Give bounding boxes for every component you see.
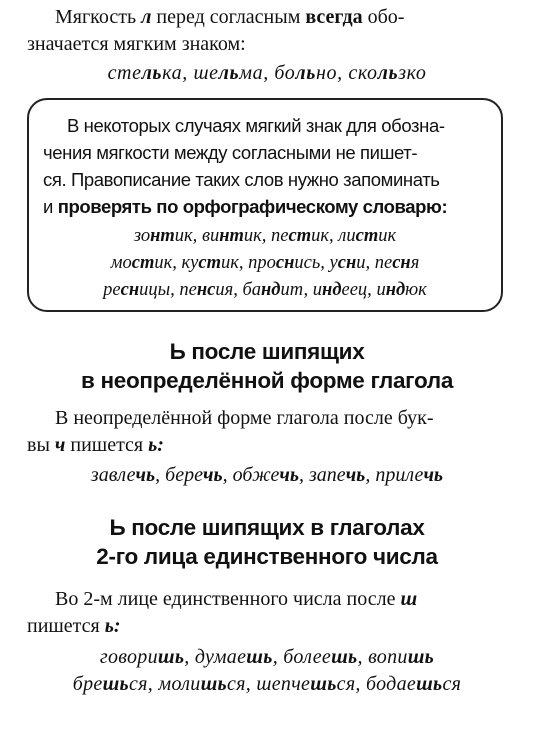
word-part: пе [374,253,393,273]
rule-text: пишется [65,434,149,456]
example-word [256,673,366,695]
word-part: ли [338,226,356,246]
word-part: шепче [256,673,311,695]
example-word [73,673,159,695]
highlight-sign: ь: [148,434,164,456]
word-highlight: сн [337,253,357,273]
word-part: ся, [226,673,257,695]
word-highlight: нт [150,226,175,246]
word-highlight: чь [279,464,299,486]
rule-line-2: значается мягким знаком: [27,33,246,55]
note-examples-1 [29,224,501,249]
example-word [376,280,426,300]
word-part: ре [103,280,121,300]
example-word [248,253,329,273]
examples-line [0,462,534,488]
word-part: вопи [368,646,408,668]
example-word [100,646,195,668]
word-highlight: шь [157,646,185,668]
example-word [165,464,232,486]
word-part: говори [99,646,158,668]
note-line-4 [43,194,447,219]
word-part: но, [316,62,349,84]
word-part: ик, [221,253,249,273]
word-highlight: ст [198,253,221,273]
note-line-2: чения мягкости между согласными не пишет- [43,142,418,163]
word-highlight: нд [385,280,406,300]
word-highlight: сн [392,253,411,273]
word-part: и, [356,253,375,273]
word-part: ик [378,226,397,246]
word-highlight: ль [295,62,317,84]
example-word [179,280,242,300]
example-word [368,646,434,668]
examples-line [0,60,534,86]
note-box [27,98,503,312]
highlight-letter: ч [54,434,66,456]
word-part: ик, [174,226,202,246]
example-word [313,280,377,300]
word-part: ик, [243,226,272,246]
word-part: сте [107,62,142,84]
example-word [338,226,396,246]
example-word [91,464,165,486]
rule-text: Мягкость [55,6,142,28]
word-part: ия, [215,280,243,300]
word-highlight: ль [377,62,399,84]
word-part: , [184,646,195,668]
word-highlight: шь [102,673,129,695]
highlight-sign: ь: [104,615,121,637]
word-part: бере [165,464,203,486]
rule-line-3: В неопределённой форме глагола после бук- [55,407,434,429]
word-highlight: шь [310,673,337,695]
word-part: ку [181,253,199,273]
highlight-letter: ш [400,588,418,610]
word-part: ви [201,226,220,246]
rule-text: перед согласным [151,6,306,28]
word-part: ше [193,62,219,84]
word-part: приле [375,464,424,486]
example-word [182,253,249,273]
example-word [366,673,461,695]
word-highlight: нд [261,280,281,300]
word-highlight: шь [416,673,443,695]
word-part: и [312,280,323,300]
example-word [271,226,338,246]
word-part: еец, [341,280,377,300]
word-part: , [365,464,376,486]
rule-line-5 [55,586,417,612]
example-word [202,226,271,246]
word-part: ба [242,280,262,300]
example-word [274,62,348,84]
rule-text: пишется [27,615,105,637]
word-part: ись, [294,253,330,273]
word-highlight: шь [331,646,358,668]
rule-line-6 [27,613,121,639]
word-part: , [155,464,166,486]
examples-line [0,671,534,697]
rule-text: обо- [362,6,405,28]
example-word [330,253,375,273]
example-word [233,464,309,486]
word-part: зко [398,62,427,84]
word-highlight: чь [345,464,366,486]
section-heading-1: Ь после шипящих [169,339,365,364]
section-heading-3: Ь после шипящих в глаголах [109,515,425,540]
word-highlight: шь [407,646,435,668]
word-highlight: ст [131,253,155,273]
word-part: ит, [280,280,313,300]
rule-text: вы [27,434,55,456]
word-part: пе [271,226,289,246]
word-part: , [299,464,309,486]
word-part: ицы, [139,280,180,300]
word-highlight: ль [141,62,163,84]
word-part: ся, [129,673,159,695]
word-part: бре [72,673,103,695]
word-part: , [357,646,369,668]
word-part: пе [179,280,197,300]
word-highlight: сн [275,253,295,273]
example-word [193,62,274,84]
word-part: ся, [336,673,367,695]
rule-text: Во 2-м лице единственного числа после [55,588,401,610]
word-highlight: нд [322,280,342,300]
examples-line [0,644,534,670]
word-highlight: шь [200,673,227,695]
word-highlight: чь [135,464,156,486]
rule-line-4 [27,432,164,458]
example-word [111,253,182,273]
word-part: зо [133,226,151,246]
example-word [309,464,375,486]
example-word [103,280,179,300]
word-highlight: чь [423,464,444,486]
word-part: бодае [366,673,417,695]
note-line-3: ся. Правописание таких слов нужно запоминать [43,169,440,190]
note-text: и [43,196,58,217]
word-part: запе [309,464,346,486]
word-highlight: нс [196,280,216,300]
emphasis-phrase: проверять по орфографическому словарю: [57,196,448,217]
example-word [242,280,312,300]
example-word [158,673,256,695]
word-part: , [272,646,284,668]
word-highlight: нт [219,226,244,246]
word-highlight: сн [120,280,140,300]
word-part: юк [405,280,427,300]
word-part: мо [110,253,132,273]
word-highlight: ст [288,226,312,246]
word-highlight: ль [218,62,240,84]
word-part: более [283,646,332,668]
word-part: , [222,464,233,486]
emphasis-word: всегда [305,6,363,28]
example-word [134,226,202,246]
word-part: я [410,253,420,273]
note-line-1: В некоторых случаях мягкий знак для обозна- [67,115,445,136]
highlight-letter: л [141,6,152,28]
word-part: ма, [239,62,275,84]
word-highlight: чь [202,464,223,486]
example-word [108,62,194,84]
word-part: про [248,253,276,273]
example-word [375,253,420,273]
word-part: ско [348,62,378,84]
word-part: и [376,280,386,300]
word-part: ик, [154,253,182,273]
word-part: думае [194,646,247,668]
example-word [195,646,283,668]
word-highlight: ст [355,226,379,246]
section-heading-4: 2-го лица единственного числа [96,544,438,569]
note-examples-2 [29,251,501,276]
word-highlight: шь [246,646,273,668]
word-part: моли [158,673,201,695]
word-part: завле [90,464,136,486]
word-part: ка, [162,62,194,84]
word-part: у [329,253,338,273]
word-part: ик, [311,226,339,246]
section-heading-2: в неопределённой форме глагола [80,368,454,393]
example-word [375,464,443,486]
example-word [348,62,426,84]
word-part: бо [274,62,296,84]
example-word [283,646,368,668]
word-part: обже [232,464,280,486]
note-examples-3 [29,278,501,303]
word-part: ся [442,673,462,695]
rule-line-1 [55,4,404,30]
